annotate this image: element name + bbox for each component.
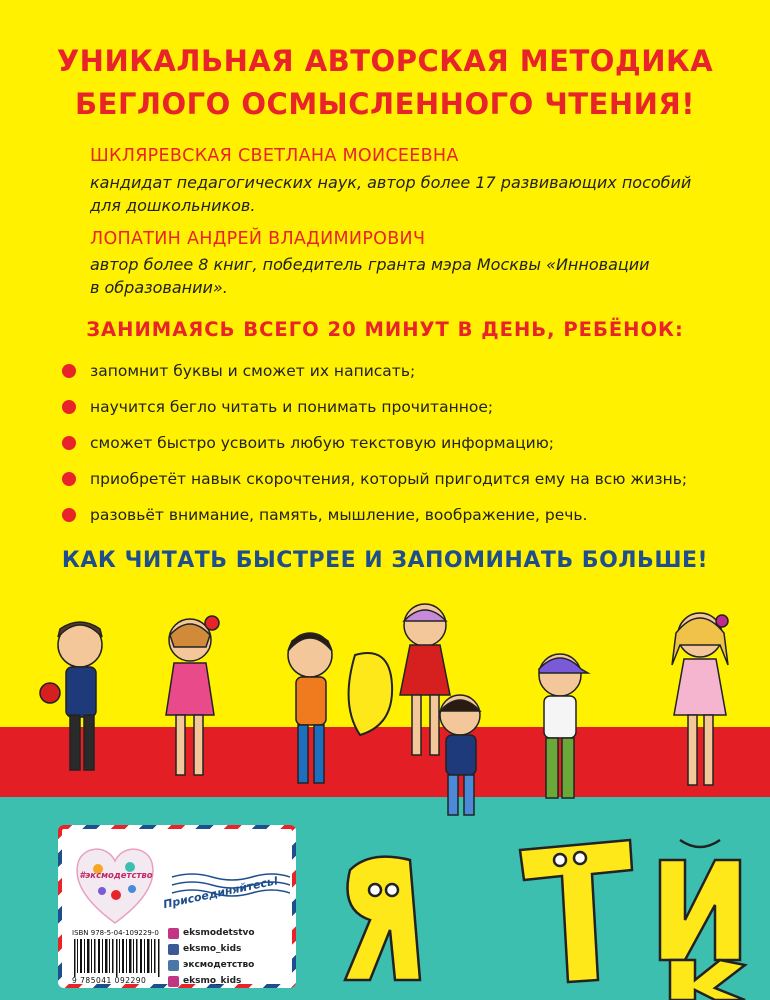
child-7 bbox=[672, 613, 728, 785]
social-link-label: eksmo_kids bbox=[183, 976, 242, 986]
children-illustration bbox=[20, 585, 760, 830]
letter-i-short-character bbox=[660, 840, 740, 960]
social-link-vk[interactable] bbox=[168, 957, 255, 973]
benefits-title: ЗАНИМАЯСЬ ВСЕГО 20 МИНУТ В ДЕНЬ, РЕБЁНОК: bbox=[86, 318, 684, 341]
list-item bbox=[62, 468, 752, 504]
list-item bbox=[62, 360, 752, 396]
letter-ya-character bbox=[345, 857, 420, 980]
child-5 bbox=[440, 695, 480, 815]
author-2-name: ЛОПАТИН АНДРЕЙ ВЛАДИМИРОВИЧ bbox=[90, 229, 426, 249]
bullet-dot-icon bbox=[62, 472, 76, 486]
heart-hashtag: #эксмодетство bbox=[79, 871, 153, 881]
social-link-label: eksmodetstvo bbox=[183, 928, 255, 938]
social-link-instagram[interactable] bbox=[168, 973, 255, 989]
letter-k-character bbox=[670, 960, 745, 1000]
author-1-description-line-1: кандидат педагогических наук, автор более 17 развивающих пособий bbox=[90, 173, 692, 192]
child-2 bbox=[166, 616, 219, 775]
slogan: КАК ЧИТАТЬ БЫСТРЕЕ И ЗАПОМИНАТЬ БОЛЬШЕ! bbox=[61, 548, 709, 573]
list-item-text: сможет быстро усвоить любую текстовую информацию; bbox=[90, 434, 555, 452]
instagram-icon bbox=[168, 928, 179, 939]
headline-line-2: БЕГЛОГО ОСМЫСЛЕННОГО ЧТЕНИЯ! bbox=[75, 87, 695, 121]
child-1 bbox=[40, 622, 102, 770]
author-1-name: ШКЛЯРЕВСКАЯ СВЕТЛАНА МОИСЕЕВНА bbox=[90, 146, 459, 166]
social-links bbox=[168, 925, 255, 989]
instagram-icon bbox=[168, 976, 179, 987]
social-link-facebook[interactable] bbox=[168, 941, 255, 957]
list-item-text: запомнит буквы и сможет их написать; bbox=[90, 362, 416, 380]
author-1-description-line-2: для дошкольников. bbox=[90, 196, 256, 215]
social-link-instagram[interactable] bbox=[168, 925, 255, 941]
author-2-description-line-1: автор более 8 книг, победитель гранта мэра Москвы «Инновации bbox=[90, 255, 650, 274]
barcode-number: 9 785041 092290 bbox=[72, 976, 147, 985]
social-link-label: эксмодетство bbox=[183, 960, 255, 970]
bullet-dot-icon bbox=[62, 508, 76, 522]
list-item-text: приобретёт навык скорочтения, который пригодится ему на всю жизнь; bbox=[90, 470, 688, 488]
list-item bbox=[62, 396, 752, 432]
letter-characters-illustration bbox=[330, 810, 770, 1000]
facebook-icon bbox=[168, 944, 179, 955]
vk-icon bbox=[168, 960, 179, 971]
isbn-text: ISBN 978-5-04-109229-0 bbox=[72, 929, 159, 937]
author-2-description-line-2: в образовании». bbox=[90, 278, 228, 297]
letter-t-character bbox=[520, 840, 632, 982]
list-item bbox=[62, 432, 752, 468]
publisher-sticker bbox=[58, 825, 296, 988]
benefits-list bbox=[62, 360, 752, 540]
child-3 bbox=[288, 633, 332, 783]
heart-logo-icon bbox=[72, 839, 158, 927]
list-item-text: научится бегло читать и понимать прочитанное; bbox=[90, 398, 494, 416]
join-us-text: Присоединяйтесь! bbox=[162, 873, 280, 912]
bullet-dot-icon bbox=[62, 436, 76, 450]
bullet-dot-icon bbox=[62, 400, 76, 414]
child-4 bbox=[400, 604, 450, 755]
headline-line-1: УНИКАЛЬНАЯ АВТОРСКАЯ МЕТОДИКА bbox=[56, 44, 714, 78]
child-6 bbox=[539, 654, 588, 798]
letter-character bbox=[349, 653, 393, 735]
barcode-icon bbox=[72, 939, 164, 977]
list-item-text: разовьёт внимание, память, мышление, воображение, речь. bbox=[90, 506, 588, 524]
social-link-label: eksmo_kids bbox=[183, 944, 242, 954]
list-item bbox=[62, 504, 752, 540]
bullet-dot-icon bbox=[62, 364, 76, 378]
